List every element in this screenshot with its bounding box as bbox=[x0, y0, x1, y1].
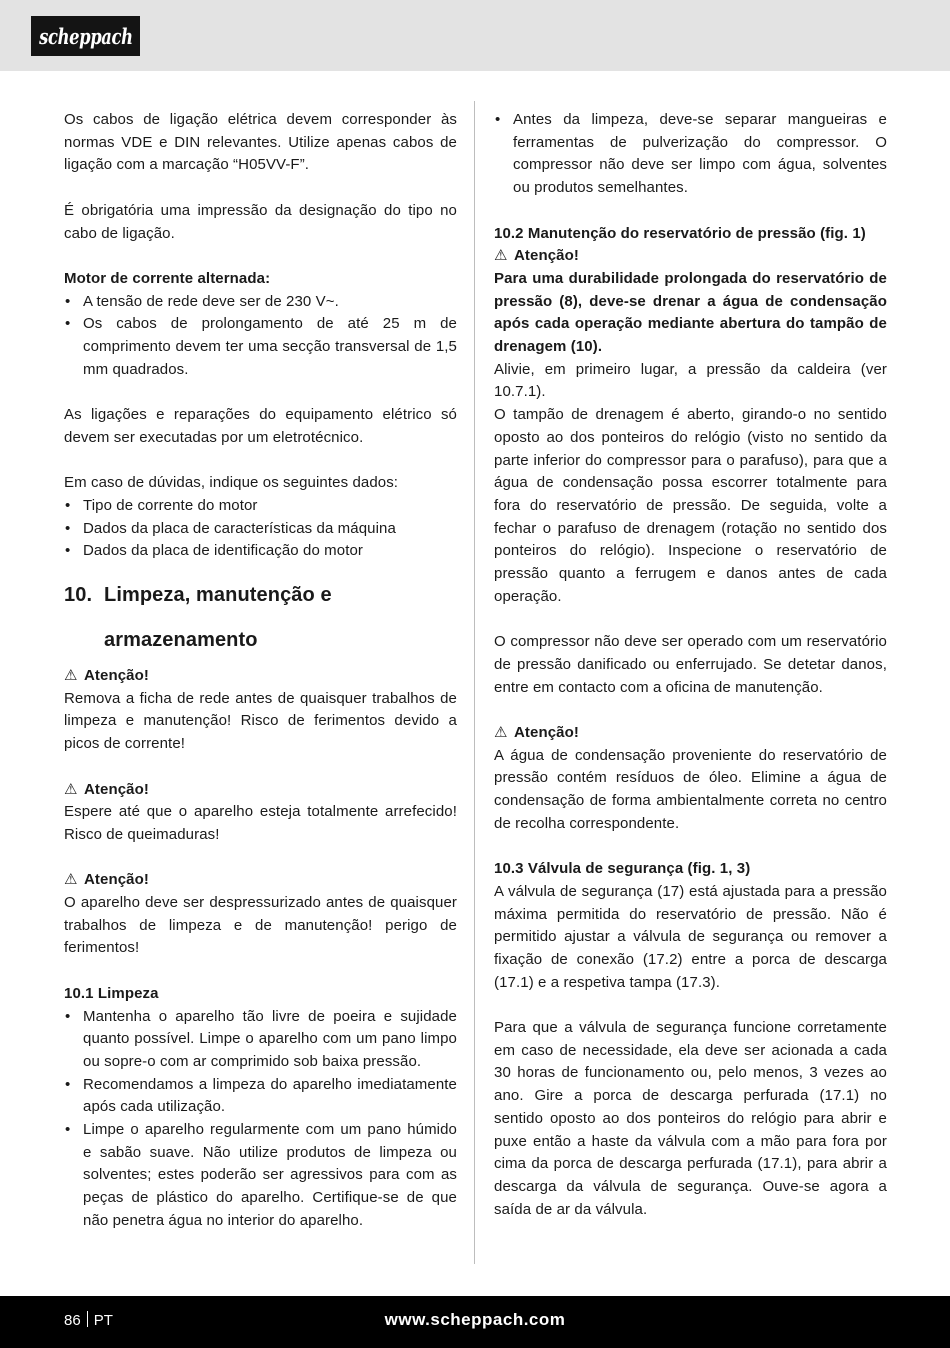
warning-text-pressure: O aparelho deve ser despressurizado antes de quaisquer trabalhos de limpeza e de manutenção! perigo de ferimentos! bbox=[64, 894, 457, 957]
website-url: www.scheppach.com bbox=[384, 1310, 566, 1329]
column-divider bbox=[474, 101, 475, 1264]
motor-list bbox=[64, 291, 457, 382]
warning-heading bbox=[494, 722, 887, 745]
paragraph-valve-operation: Para que a válvula de segurança funcione corretamente em caso de necessidade, ela deve ser acionada a cada 30 horas de funcionamento ou, pelo menos, 3 vezes ao ano. Gire a porca de descarga perfurada (17.1) no sentido oposto ao dos ponteiros do relógio para abrir e puxe então a haste da válvula com a mão para fora por cima da porca de descarga perfurada (17.1), para abrir a descarga da válvula de segurança. Ouve-se agora a saída de ar da válvula. bbox=[494, 1019, 887, 1218]
section-title-line-2: armazenamento bbox=[104, 629, 258, 651]
warning-label: Atenção! bbox=[84, 667, 149, 684]
paragraph-drain-plug: O tampão de drenagem é aberto, girando-o no sentido oposto ao dos ponteiros do relógio (visto no sentido da parte inferior do compressor para o parafuso), para que a água de condensação possa escorrer totalmente para fora do reservatório de pressão. De seguida, volte a fechar o parafuso de drenagem (rotação no sentido dos ponteiros do relógio). Inspecione o reservatório de pressão quanto a ferrugem e danos antes de cada operação. bbox=[494, 406, 887, 605]
warning-label: Atenção! bbox=[84, 871, 149, 889]
warning-heading bbox=[494, 245, 887, 268]
brand-logo-text: scheppach bbox=[38, 23, 133, 49]
paragraph-type-designation: É obrigatória uma impressão da designação do tipo no cabo de ligação. bbox=[64, 201, 457, 242]
warning-text-cool: Espere até que o aparelho esteja totalmente arrefecido! Risco de queimaduras! bbox=[64, 803, 457, 843]
warning-heading bbox=[64, 869, 457, 892]
list-item: • Limpe o aparelho regularmente com um pano húmido e sabão suave. Não utilize produtos de limpeza ou solventes; estes poderão ser agressivos para com as peças de plástico do aparelho. Certifique-se de que não penetra água no interior do aparelho. bbox=[64, 1119, 457, 1233]
cleaning-list bbox=[64, 1006, 457, 1233]
page-footer bbox=[0, 1296, 950, 1348]
warning-triangle-icon: ⚠ bbox=[494, 723, 508, 741]
warning-text-plug: Remova a ficha de rede antes de quaisquer trabalhos de limpeza e manutenção! Risco de ferimentos devido a picos de corrente! bbox=[64, 689, 457, 753]
page-number: 86 bbox=[64, 1312, 81, 1329]
warning-heading bbox=[64, 665, 457, 688]
list-item: • Recomendamos a limpeza do aparelho imediatamente após cada utilização. bbox=[64, 1074, 457, 1119]
data-list bbox=[64, 495, 457, 563]
page-header bbox=[0, 0, 950, 71]
warning-label: Atenção! bbox=[514, 723, 579, 741]
subsection-10-1-heading: 10.1 Limpeza bbox=[64, 984, 159, 1002]
list-item: • A tensão de rede deve ser de 230 V~. bbox=[64, 291, 457, 314]
section-heading bbox=[64, 573, 457, 618]
subsection-10-2-heading: 10.2 Manutenção do reservatório de pressão (fig. 1) bbox=[494, 224, 866, 242]
paragraph-safety-valve: A válvula de segurança (17) está ajustada para a pressão máxima permitida do reservatório de pressão. Não é permitido ajustar a válvula de segurança ou remover a fixação de conexão (17.2) entre a porca de descarga (17.1) e a respetiva tampa (17.3). bbox=[494, 882, 887, 991]
paragraph-relieve-pressure: Alivie, em primeiro lugar, a pressão da caldeira (ver 10.7.1). bbox=[494, 360, 887, 401]
page-language: PT bbox=[93, 1312, 113, 1329]
drain-instruction: Para uma durabilidade prolongada do reservatório de pressão (8), deve-se drenar a água de condensação após cada operação mediante abertura do tampão de drenagem (10). bbox=[494, 269, 887, 356]
paragraph-electrician: As ligações e reparações do equipamento elétrico só devem ser executadas por um eletrotécnico. bbox=[64, 406, 457, 446]
list-item: • Dados da placa de características da máquina bbox=[64, 518, 457, 541]
warning-text-condensate: A água de condensação proveniente do reservatório de pressão contém resíduos de óleo. Elimine a água de condensação de forma ambientalmente correta no centro de recolha correspondente. bbox=[494, 746, 887, 832]
subsection-10-3-heading: 10.3 Válvula de segurança (fig. 1, 3) bbox=[494, 860, 751, 878]
warning-heading bbox=[64, 779, 457, 802]
left-column bbox=[64, 109, 457, 1233]
section-number: 10. bbox=[64, 584, 93, 606]
warning-triangle-icon: ⚠ bbox=[64, 780, 78, 798]
paragraph-damaged-tank: O compressor não deve ser operado com um reservatório de pressão danificado ou enferrujado. Se detetar danos, entre em contacto com a oficina de manutenção. bbox=[494, 633, 887, 696]
section-title-line-1: Limpeza, manutenção e bbox=[104, 584, 332, 606]
list-item: • Os cabos de prolongamento de até 25 m de comprimento devem ter uma secção transversal de 1,5 mm quadrados. bbox=[64, 313, 457, 381]
list-item: • Antes da limpeza, deve-se separar mangueiras e ferramentas de pulverização do compressor. O compressor não deve ser limpo com água, solventes ou produtos semelhantes. bbox=[494, 109, 887, 200]
section-heading-cont bbox=[64, 618, 457, 663]
right-column bbox=[494, 109, 887, 1221]
cleaning-list-cont bbox=[494, 109, 887, 200]
paragraph-cables: Os cabos de ligação elétrica devem corresponder às normas VDE e DIN relevantes. Utilize apenas cabos de ligação com a marcação “H05VV-F”. bbox=[64, 111, 457, 174]
warning-triangle-icon: ⚠ bbox=[494, 247, 508, 265]
warning-triangle-icon: ⚠ bbox=[64, 667, 78, 684]
list-item: • Tipo de corrente do motor bbox=[64, 495, 457, 518]
warning-label: Atenção! bbox=[514, 247, 579, 265]
motor-heading: Motor de corrente alternada: bbox=[64, 269, 271, 287]
list-item: • Mantenha o aparelho tão livre de poeira e sujidade quanto possível. Limpe o aparelho com um pano limpo ou sopre-o com ar comprimido sob baixa pressão. bbox=[64, 1006, 457, 1074]
warning-triangle-icon: ⚠ bbox=[64, 871, 78, 889]
brand-logo bbox=[31, 16, 140, 56]
list-item: • Dados da placa de identificação do motor bbox=[64, 540, 457, 563]
warning-label: Atenção! bbox=[84, 780, 149, 798]
paragraph-doubts: Em caso de dúvidas, indique os seguintes dados: bbox=[64, 474, 399, 492]
